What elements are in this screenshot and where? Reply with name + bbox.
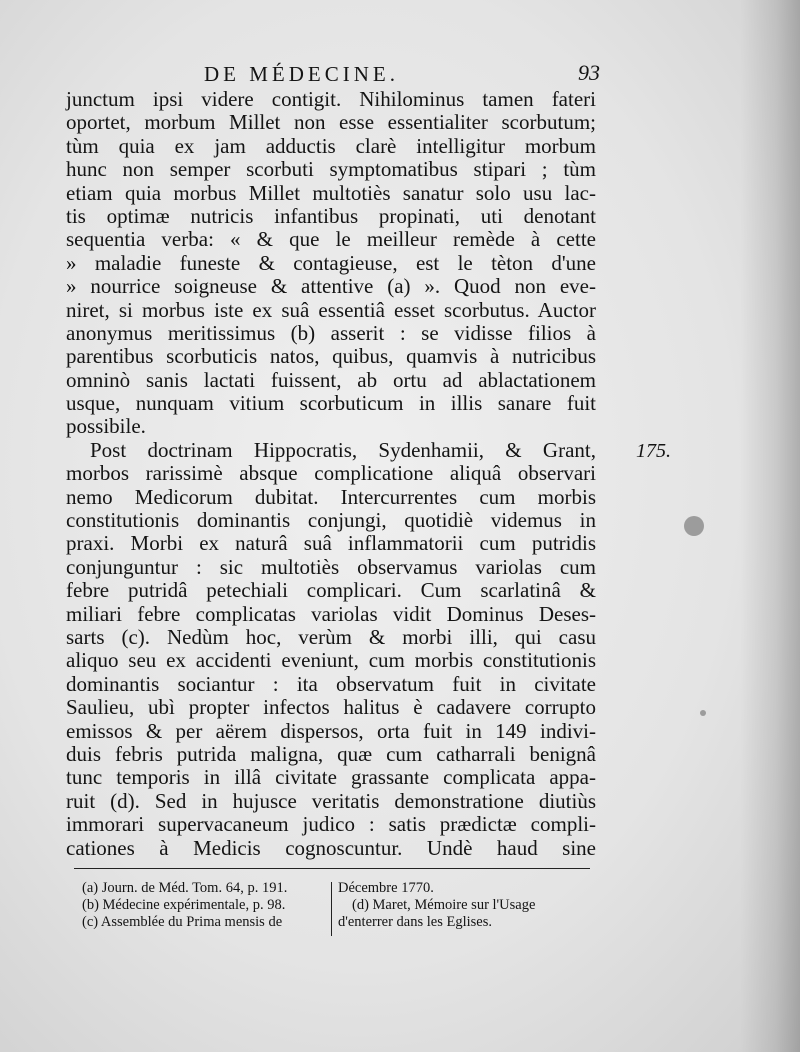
footnotes-left-column — [82, 880, 332, 931]
footnote-c: (c) Assemblée du Prima mensis de — [82, 914, 283, 930]
text-line: » maladie funeste & contagieuse, est le tèton d'une — [66, 250, 596, 275]
text-line: cationes à Medicis cognoscuntur. Undè haud sine — [66, 835, 596, 860]
text-line: immorari supervacaneum judico : satis prædictæ compli- — [66, 812, 596, 837]
text-line: etiam quia morbus Millet multotiès sanatur solo usu lac- — [66, 180, 596, 205]
text-line: dominantis sociantur : ita observatum fuit in civitate — [66, 671, 596, 696]
text-line: febre putridâ petechiali complicari. Cum scarlatinâ & — [66, 578, 596, 603]
text-line: sarts (c). Nedùm hoc, verùm & morbi illi, qui casu — [66, 624, 596, 649]
text-line: niret, si morbus iste ex suâ essentiâ esset scorbutus. Auctor — [66, 297, 596, 322]
text-line: tis optimæ nutricis infantibus propinati, uti denotant — [66, 203, 596, 228]
page-number: 93 — [578, 60, 600, 85]
running-head: DE MÉDECINE. — [204, 62, 399, 86]
text-line: usque, nunquam vitium scorbuticum in illis sanare fuit — [66, 391, 596, 416]
text-line: miliari febre complicatas variolas vidit Dominus Deses- — [66, 601, 596, 626]
footnotes-right-column — [338, 880, 600, 931]
paragraph-start-line: Post doctrinam Hippocratis, Sydenhamii, & Grant, — [90, 437, 596, 462]
text-line: duis febris putrida maligna, quæ cum catharrali benignâ — [66, 741, 596, 766]
text-line: Saulieu, ubì propter infectos halitus è cadavere corrupto — [66, 695, 596, 720]
footnote-c-continued: Décembre 1770. — [338, 880, 434, 896]
text-line: emissos & per aërem dispersos, orta fuit in 149 indivi- — [66, 718, 596, 743]
text-line: omninò sanis lactati fuissent, ab ortu ad ablactationem — [66, 367, 596, 392]
footnote-rule — [74, 868, 590, 869]
footnote-d: (d) Maret, Mémoire sur l'Usage — [352, 897, 536, 913]
text-line: possibile. — [66, 414, 146, 439]
text-line: nemo Medicorum dubitat. Intercurrentes cum morbis — [66, 484, 596, 509]
text-line: ruit (d). Sed in hujusce veritatis demonstratione diutiùs — [66, 788, 596, 813]
page-header — [204, 62, 600, 86]
paper-speck — [700, 710, 706, 716]
text-line: oportet, morbum Millet non esse essentialiter scorbutum; — [66, 110, 596, 135]
text-line: morbos rarissimè absque complicatione aliquâ observari — [66, 461, 596, 486]
text-line: constitutionis dominantis conjungi, quotidiè videmus in — [66, 508, 596, 533]
footnote-a: (a) Journ. de Méd. Tom. 64, p. 191. — [82, 880, 288, 896]
text-line: praxi. Morbi ex naturâ suâ inflammatorii cum putridis — [66, 531, 596, 556]
text-line: » nourrice soigneuse & attentive (a) ». Quod non eve- — [66, 274, 596, 299]
page-edge-shadow — [740, 0, 800, 1052]
text-line: parentibus scorbuticis natos, quibus, quamvis à nutricibus — [66, 344, 596, 369]
paper-stain — [684, 516, 704, 536]
text-line: tùm quia ex jam adductis clarè intelligitur morbum — [66, 133, 596, 158]
margin-section-number: 175. — [636, 440, 671, 462]
text-line: tunc temporis in illâ civitate grassante complicata appa- — [66, 765, 596, 790]
text-line: conjunguntur : sic multotiès observamus variolas cum — [66, 554, 596, 579]
footnote-d-continued: d'enterrer dans les Eglises. — [338, 914, 493, 930]
text-line: sequentia verba: « & que le meilleur remède à cette — [66, 227, 596, 252]
text-line: hunc non semper scorbuti symptomatibus stipari ; tùm — [66, 157, 596, 182]
text-line: junctum ipsi videre contigit. Nihilominus tamen fateri — [66, 87, 596, 111]
text-line: anonymus meritissimus (b) asserit : se vidisse filios à — [66, 320, 596, 345]
footnote-b: (b) Médecine expérimentale, p. 98. — [82, 897, 286, 913]
text-line: aliquo seu ex accidenti eveniunt, cum morbis constitutionis — [66, 648, 596, 673]
body-text — [66, 88, 596, 860]
footnote-column-divider — [331, 882, 332, 936]
